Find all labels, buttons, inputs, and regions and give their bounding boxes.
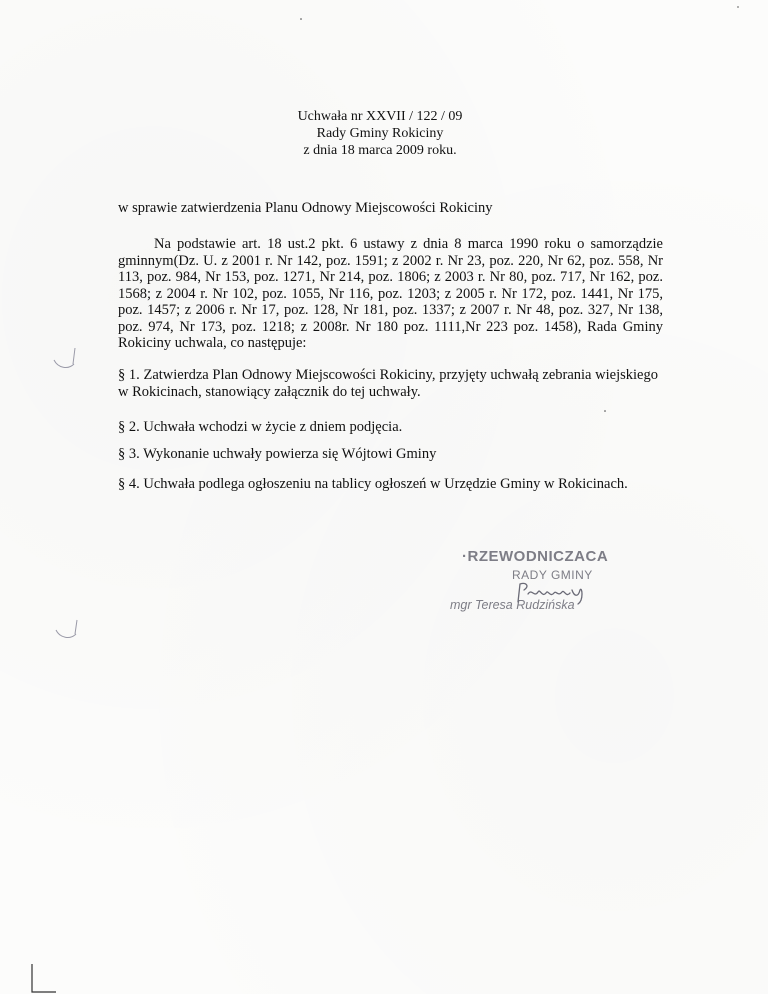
preamble-line: gminnym(Dz. U. z 2001 r. Nr 142, poz. 1591; z 2002 r. Nr 23, poz. 220, Nr 62, poz. 558, Nr [118,252,663,269]
handwritten-signature [514,580,594,608]
council-name: Rady Gminy Rokiciny [316,126,444,141]
resolution-date: z dnia 18 marca 2009 roku. [303,143,457,158]
resolution-number: Uchwała nr XXVII / 122 / 09 [297,109,463,124]
scan-speck [604,410,606,412]
preamble-line: Na podstawie art. 18 ust.2 pkt. 6 ustawy z dnia 8 marca 1990 roku o samorządzie [154,236,663,252]
stamp-title: ·RZEWODNICZACA [462,548,609,565]
section-3: § 3. Wykonanie uchwały powierza się Wójtowi Gminy [118,446,437,462]
preamble-line: poz. 974, Nr 173, poz. 1218; z 2008r. Nr 180 poz. 1111,Nr 223 poz. 1458), Rada Gminy [118,318,663,335]
section-4: § 4. Uchwała podlega ogłoszeniu na tablicy ogłoszeń w Urzędzie Gminy w Rokicinach. [118,476,628,492]
scan-corner-mark [30,962,60,994]
stamp-name: mgr Teresa Rudzińska [450,598,575,612]
section-1-line: § 1. Zatwierdza Plan Odnowy Miejscowości Rokiciny, przyjęty uchwałą zebrania wiejskiego [118,367,658,383]
punch-hole-mark [52,344,78,374]
resolution-subject: w sprawie zatwierdzenia Planu Odnowy Miejscowości Rokiciny [118,200,493,216]
scan-speck [300,18,302,20]
section-2: § 2. Uchwała wchodzi w życie z dniem podjęcia. [118,419,403,435]
punch-hole-mark [54,616,80,646]
preamble-line: poz. 1457; z 2006 r. Nr 17, poz. 128, Nr 181, poz. 1337; z 2007 r. Nr 48, poz. 327, Nr 138, [118,302,663,318]
stamp-organization: RADY GMINY [512,568,593,582]
section-1 [118,367,658,400]
preamble-line: 113, poz. 984, Nr 153, poz. 1271, Nr 214, poz. 1806; z 2003 r. Nr 80, poz. 717, Nr 162, poz. [118,269,663,285]
resolution-header [230,108,530,159]
preamble-line: 1568; z 2004 r. Nr 102, poz. 1055, Nr 116, poz. 1203; z 2005 r. Nr 172, poz. 1441, Nr 175, [118,285,663,302]
preamble-paragraph [118,236,663,352]
preamble-line: Rokiciny uchwala, co następuje: [118,335,307,351]
section-1-line: w Rokicinach, stanowiący załącznik do tej uchwały. [118,383,421,400]
scan-speck [737,6,739,8]
